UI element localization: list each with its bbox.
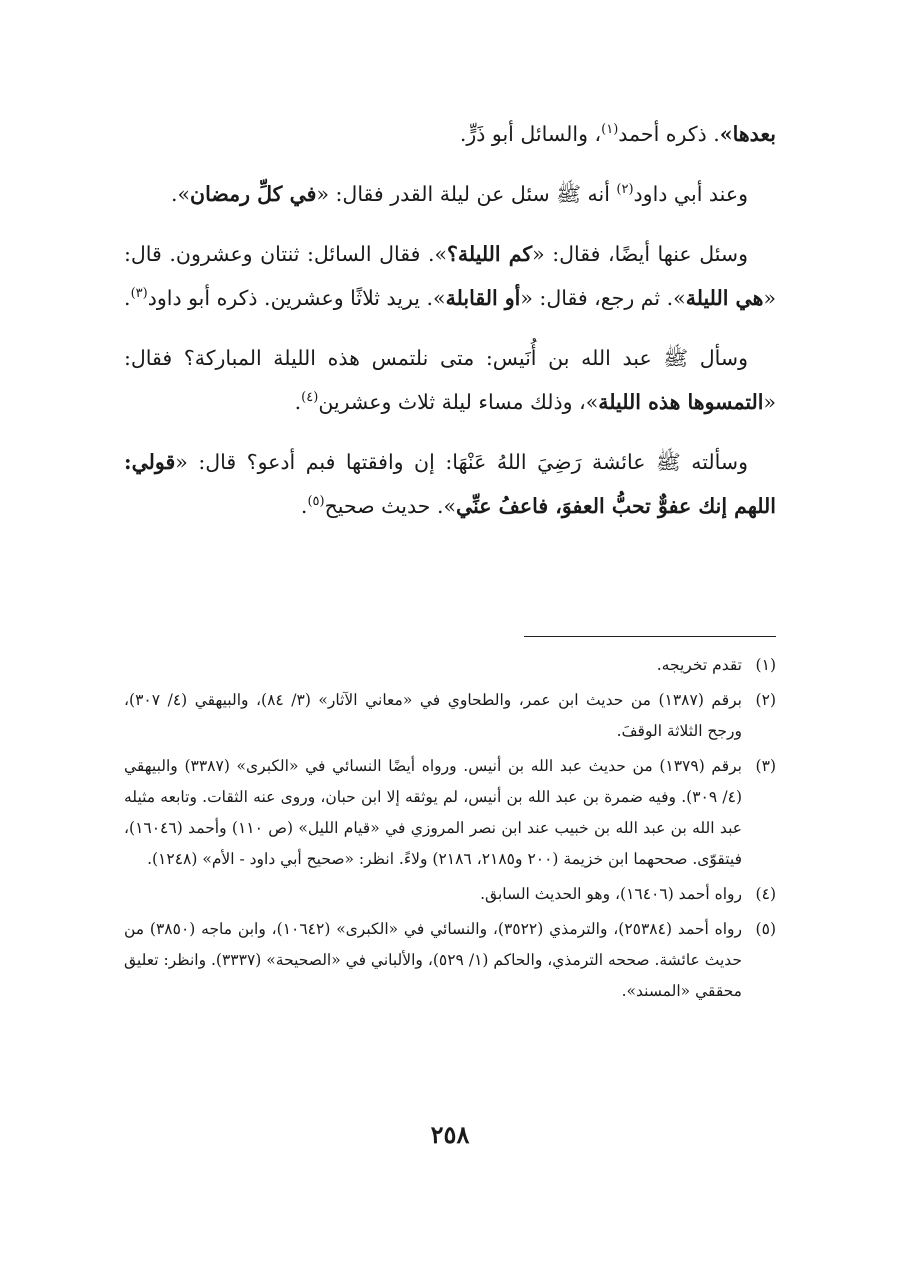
footnote-ref[interactable]: (٢) [616,182,634,198]
footnote-number: (٥) [755,920,776,938]
paragraph-1: بعدها». ذكره أحمد$^{(١)}$، والسائل أبو ذَرٍّ. [459,122,776,146]
footnote-ref[interactable]: (٥) [307,494,325,510]
footnote-text: تقدم تخريجه. [656,656,742,674]
paragraph-3: وسئل عنها أيضًا، فقال: «كم الليلة؟». فقال السائل: ثنتان وعشرون. قال: «هي الليلة». ثم رجع، فقال: «أو القابلة». يريد ثلاثًا وعشرين. ذكره أبو داود$^{(٣)}$. [124,242,776,310]
footnote-3 [124,751,776,875]
footnote-2 [124,685,776,747]
hadith-quote: قولي: اللهم إنك عفوٌّ تحبُّ العفوَ، فاعفُ عنِّي [124,450,776,518]
footnote-ref[interactable]: (١) [601,122,619,138]
footnote-number: (٣) [755,757,776,775]
page-number: ٢٥٨ [430,1120,470,1149]
footnote-4 [124,879,776,910]
hadith-quote: كم الليلة؟ [447,242,533,266]
paragraph-2: وعند أبي داود$^{(٢)}$ أنه ﷺ سئل عن ليلة القدر فقال: «في كلِّ رمضان». [170,182,748,206]
paragraph-5: وسألته ﷺ عائشة رَضِيَ اللهُ عَنْهَا: إن وافقتها فبم أدعو؟ قال: «قولي: اللهم إنك عفوٌّ تحبُّ العفوَ، فاعفُ عنِّي». حديث صحيح$^{(٥)}$. [124,450,776,518]
hadith-quote: في كلِّ رمضان [190,182,317,206]
main-text [124,112,776,544]
paragraph-4: وسأل ﷺ عبد الله بن أُنَيس: متى نلتمس هذه الليلة المباركة؟ فقال: «التمسوها هذه الليلة»، وذلك مساء ليلة ثلاث وعشرين$^{(٤)}$. [124,346,776,414]
footnote-text: برقم (١٣٧٩) من حديث عبد الله بن أنيس. ورواه أيضًا النسائي في «الكبرى» (٣٣٨٧) والبيهقي (٤/ ٣٠٩). وفيه ضمرة بن عبد الله بن أنيس، لم يوثقه إلا ابن حبان، وروى عنه الثقات. وتابعه مثيله عبد الله بن عبد الله بن خبيب عند ابن نصر المروزي في «قيام الليل» (ص ١١٠) وأحمد (١٦٠٤٦)، فيتقوّى. صححهما ابن خزيمة (٢٠٠ و٢١٨٥، ٢١٨٦) ولاءً. انظر: «صحيح أبي داود - الأم» (١٢٤٨). [124,757,742,868]
footnote-number: (٤) [755,885,776,903]
footnote-text: برقم (١٣٨٧) من حديث ابن عمر، والطحاوي في «معاني الآثار» (٣/ ٨٤)، والبيهقي (٤/ ٣٠٧)، ورجح الثلاثة الوقفَ. [124,691,742,740]
hadith-quote: أو القابلة [445,286,521,310]
footnote-ref[interactable]: (٣) [130,286,148,302]
footnote-5 [124,914,776,1007]
hadith-quote: هي الليلة [685,286,764,310]
footnote-separator [524,636,776,637]
footnote-number: (٢) [755,691,776,709]
footnote-ref[interactable]: (٤) [301,390,319,406]
footnote-1 [124,650,776,681]
footnote-text: رواه أحمد (١٦٤٠٦)، وهو الحديث السابق. [480,885,742,903]
footnote-number: (١) [755,656,776,674]
footnotes [124,650,776,1011]
hadith-quote: بعدها» [719,122,776,146]
footnote-text: رواه أحمد (٢٥٣٨٤)، والترمذي (٣٥٢٢)، والنسائي في «الكبرى» (١٠٦٤٢)، وابن ماجه (٣٨٥٠) من حديث عائشة. صححه الترمذي، والحاكم (١/ ٥٢٩)، والألباني في «الصحيحة» (٣٣٣٧). وانظر: تعليق محققي «المسند». [124,920,743,1000]
hadith-quote: التمسوها هذه الليلة [598,390,764,414]
